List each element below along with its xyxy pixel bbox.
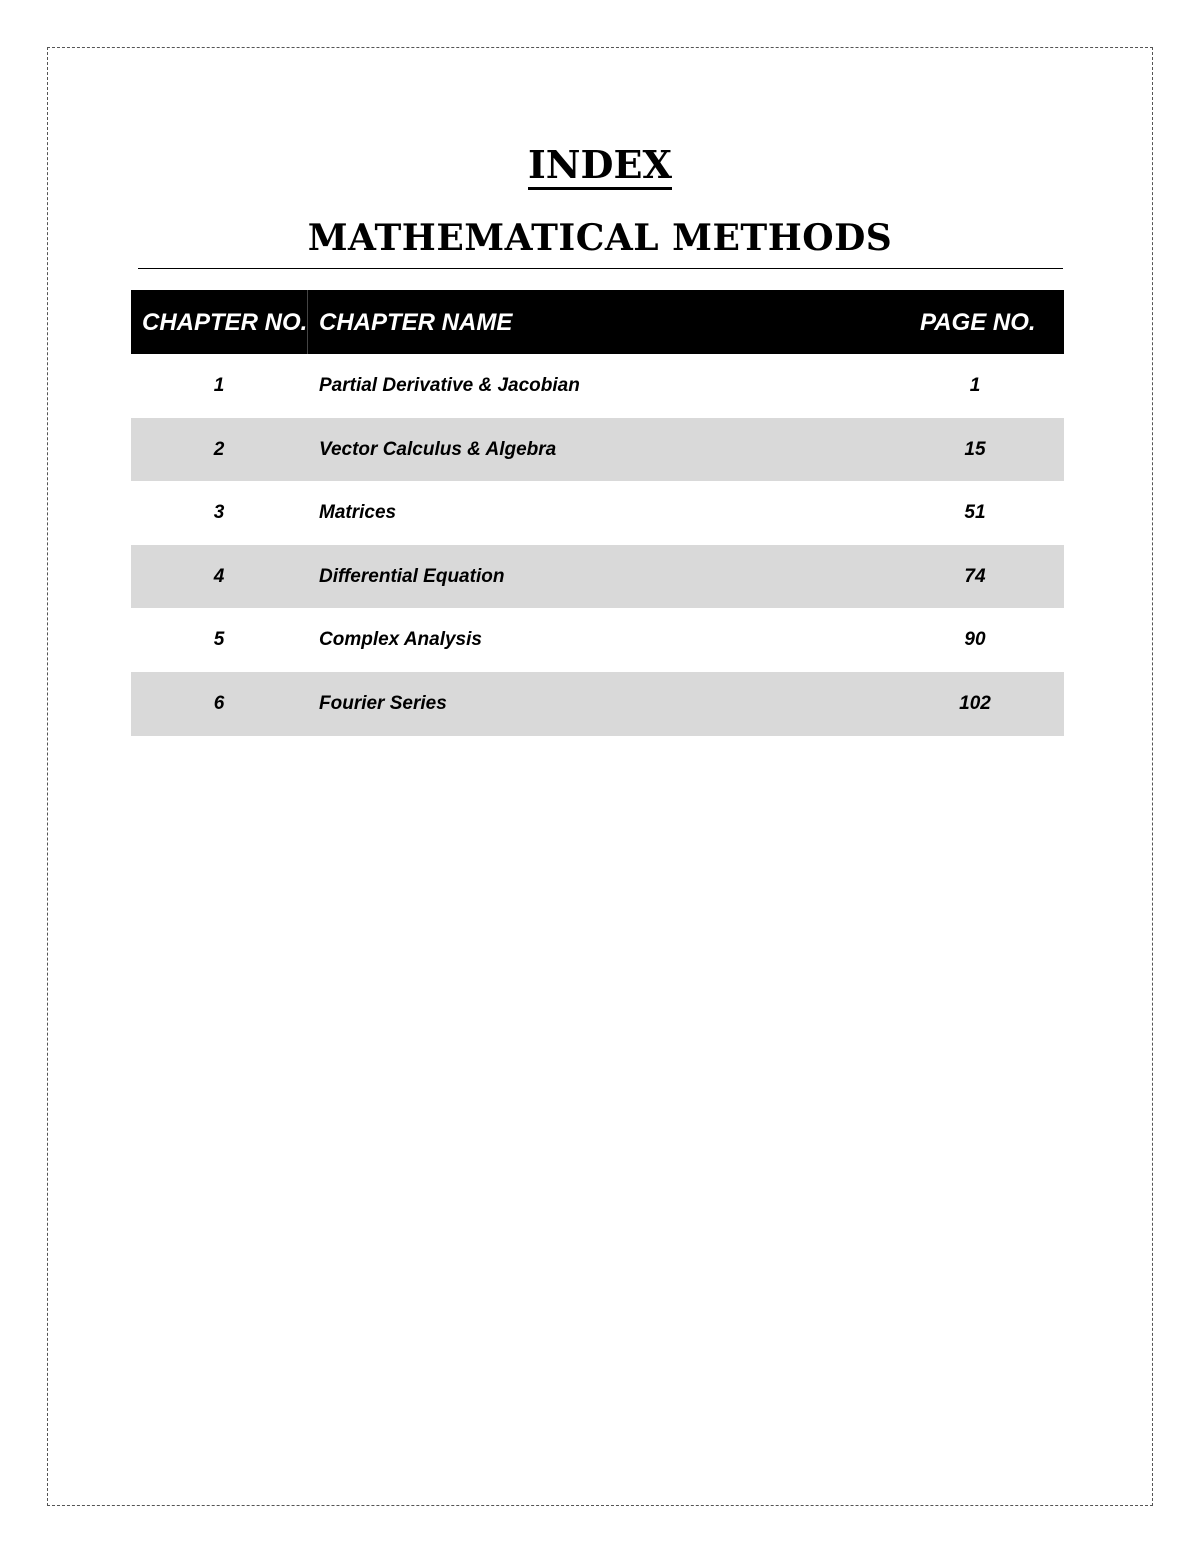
- chapter-name: Vector Calculus & Algebra: [319, 438, 557, 460]
- header-chapter-no: CHAPTER NO.: [142, 309, 308, 336]
- page-number: 15: [964, 438, 986, 460]
- chapter-number: 5: [213, 629, 225, 651]
- table-row: [131, 481, 1064, 545]
- header-divider: [307, 290, 308, 354]
- table-row: [131, 608, 1064, 672]
- chapter-number: 2: [213, 438, 225, 460]
- header-chapter-name: CHAPTER NAME: [319, 309, 513, 336]
- chapter-number: 3: [213, 502, 225, 524]
- chapter-name: Complex Analysis: [319, 629, 482, 651]
- page-number: 1: [969, 375, 981, 396]
- chapter-name: Fourier Series: [319, 692, 447, 714]
- page-number: 90: [964, 629, 986, 651]
- chapter-name: Differential Equation: [319, 565, 505, 587]
- page-title-text: INDEX: [528, 142, 672, 190]
- header-page-no: PAGE NO.: [920, 309, 1036, 336]
- table-row: [131, 418, 1064, 482]
- chapter-name: Matrices: [319, 502, 397, 524]
- table-row: [131, 545, 1064, 609]
- page-number: 74: [964, 565, 986, 587]
- table-row: [131, 354, 1064, 418]
- page-border: [47, 47, 1153, 1506]
- page-number: 102: [959, 692, 991, 714]
- chapter-number: 1: [213, 375, 225, 396]
- chapter-number: 6: [213, 692, 225, 714]
- page-number: 51: [964, 502, 986, 524]
- chapter-name: Partial Derivative & Jacobian: [319, 375, 580, 396]
- page-subtitle: MATHEMATICAL METHODS: [307, 217, 893, 259]
- table-header: [131, 290, 1064, 354]
- page-title: [0, 140, 1200, 190]
- index-table: [131, 290, 1064, 736]
- table-row: [131, 672, 1064, 736]
- chapter-number: 4: [213, 565, 225, 587]
- title-divider: [138, 268, 1063, 269]
